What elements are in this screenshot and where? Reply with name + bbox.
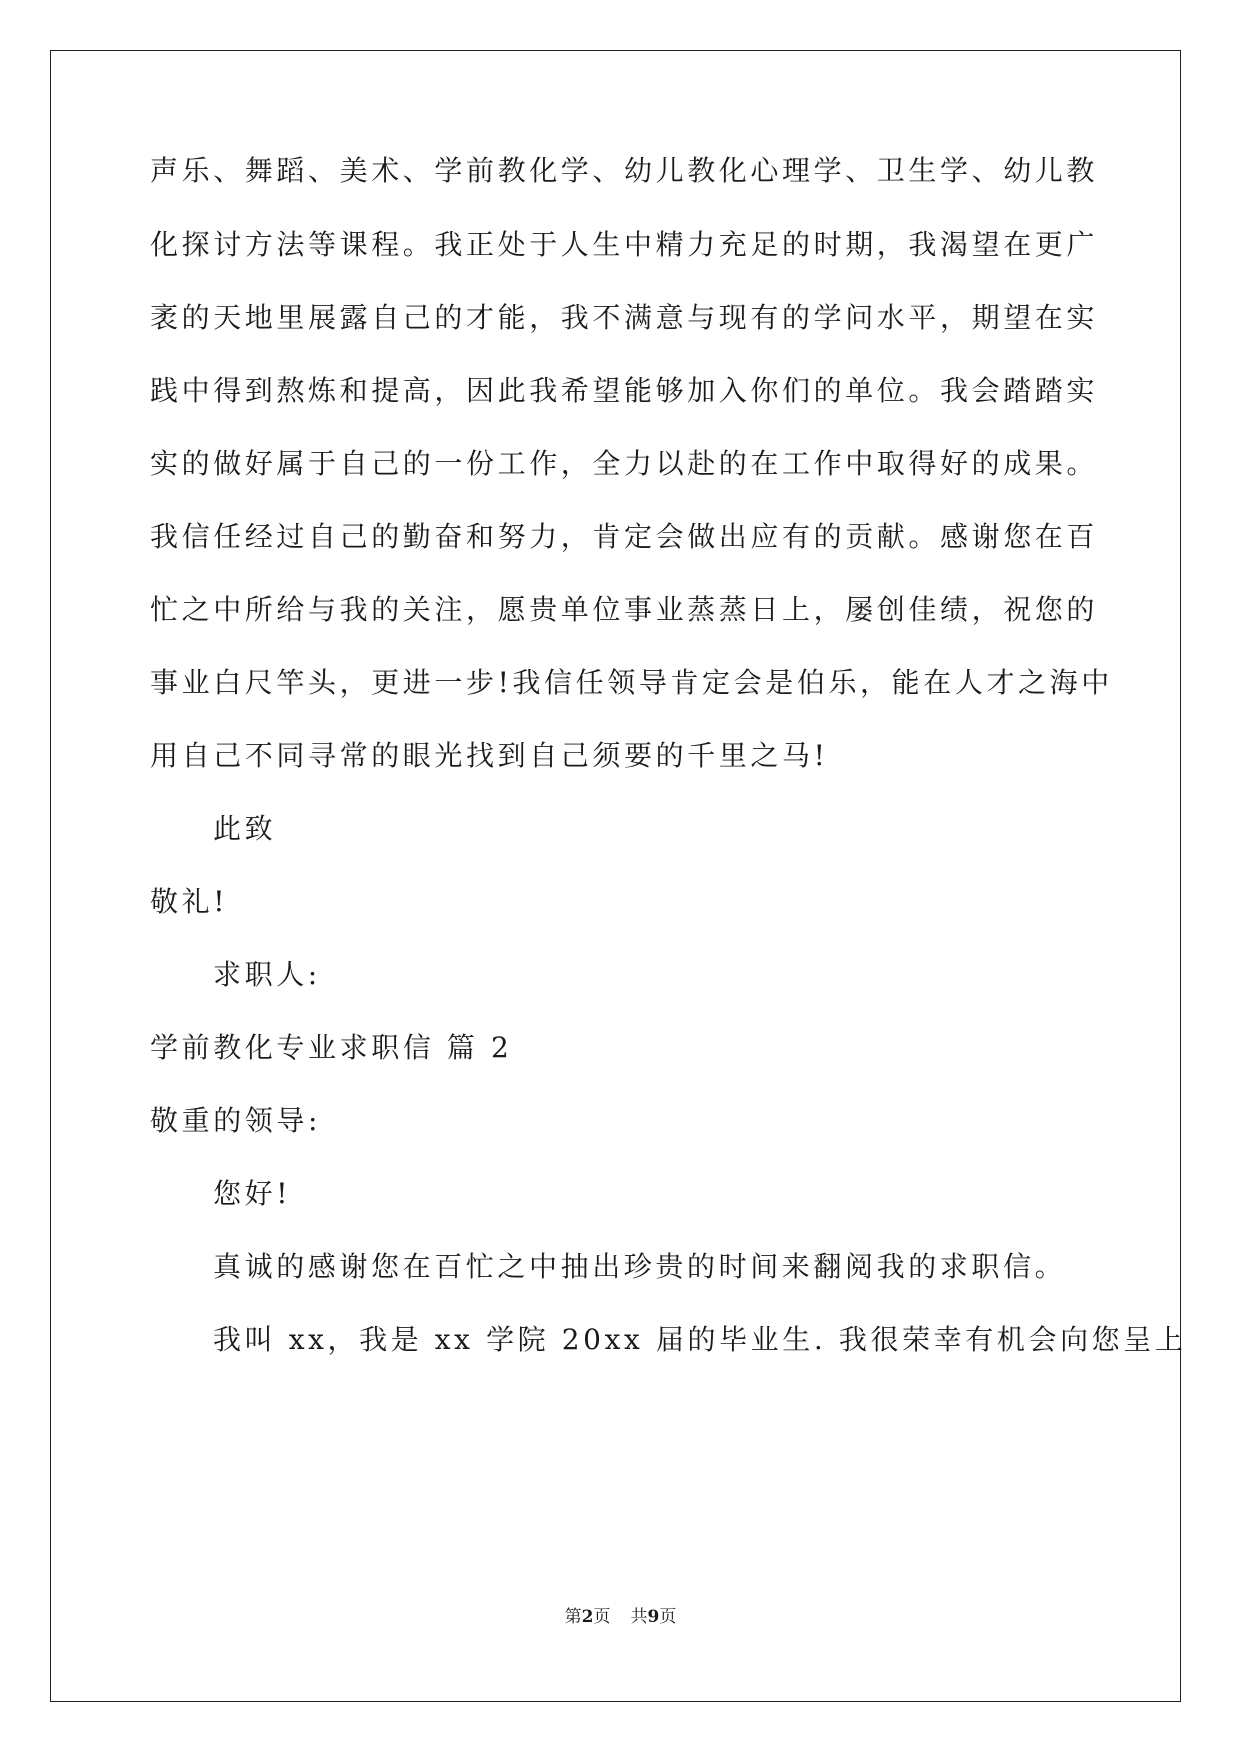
closing-regards: 敬礼!	[150, 885, 229, 918]
closing-salutation: 此致	[213, 812, 277, 845]
body-line-11: 我叫 xx，我是 xx 学院 20xx 届的毕业生. 我很荣幸有机会向您呈上	[213, 1323, 1187, 1356]
footer-page-current: 2	[581, 1607, 594, 1627]
section-heading: 学前教化专业求职信 篇 2	[150, 1031, 513, 1064]
body-line-9: 用自己不同寻常的眼光找到自己须要的千里之马!	[150, 739, 829, 772]
footer-page-total: 9	[647, 1607, 660, 1627]
body-line-2: 化探讨方法等课程。我正处于人生中精力充足的时期，我渴望在更广	[150, 228, 1099, 261]
page-footer	[0, 1605, 1241, 1629]
body-line-8: 事业白尺竿头，更进一步!我信任领导肯定会是伯乐，能在人才之海中	[150, 666, 1113, 699]
footer-page-prefix: 第	[564, 1607, 582, 1627]
body-line-7: 忙之中所给与我的关注，愿贵单位事业蒸蒸日上，屡创佳绩，祝您的	[150, 593, 1099, 626]
body-line-3: 袤的天地里展露自己的才能，我不满意与现有的学问水平，期望在实	[150, 301, 1099, 334]
body-line-4: 践中得到熬炼和提高，因此我希望能够加入你们的单位。我会踏踏实	[150, 374, 1099, 407]
signature-label: 求职人:	[213, 958, 321, 991]
footer-total-prefix: 共	[630, 1607, 648, 1627]
footer-total-suffix: 页	[659, 1607, 677, 1627]
body-line-1: 声乐、舞蹈、美术、学前教化学、幼儿教化心理学、卫生学、幼儿教	[150, 154, 1099, 187]
greeting: 您好!	[213, 1177, 292, 1210]
footer-page-suffix: 页	[593, 1607, 611, 1627]
body-line-5: 实的做好属于自己的一份工作，全力以赴的在工作中取得好的成果。	[150, 447, 1099, 480]
body-line-6: 我信任经过自己的勤奋和努力，肯定会做出应有的贡献。感谢您在百	[150, 520, 1099, 553]
greeting-addressee: 敬重的领导:	[150, 1104, 322, 1137]
body-line-10: 真诚的感谢您在百忙之中抽出珍贵的时间来翻阅我的求职信。	[213, 1250, 1067, 1283]
